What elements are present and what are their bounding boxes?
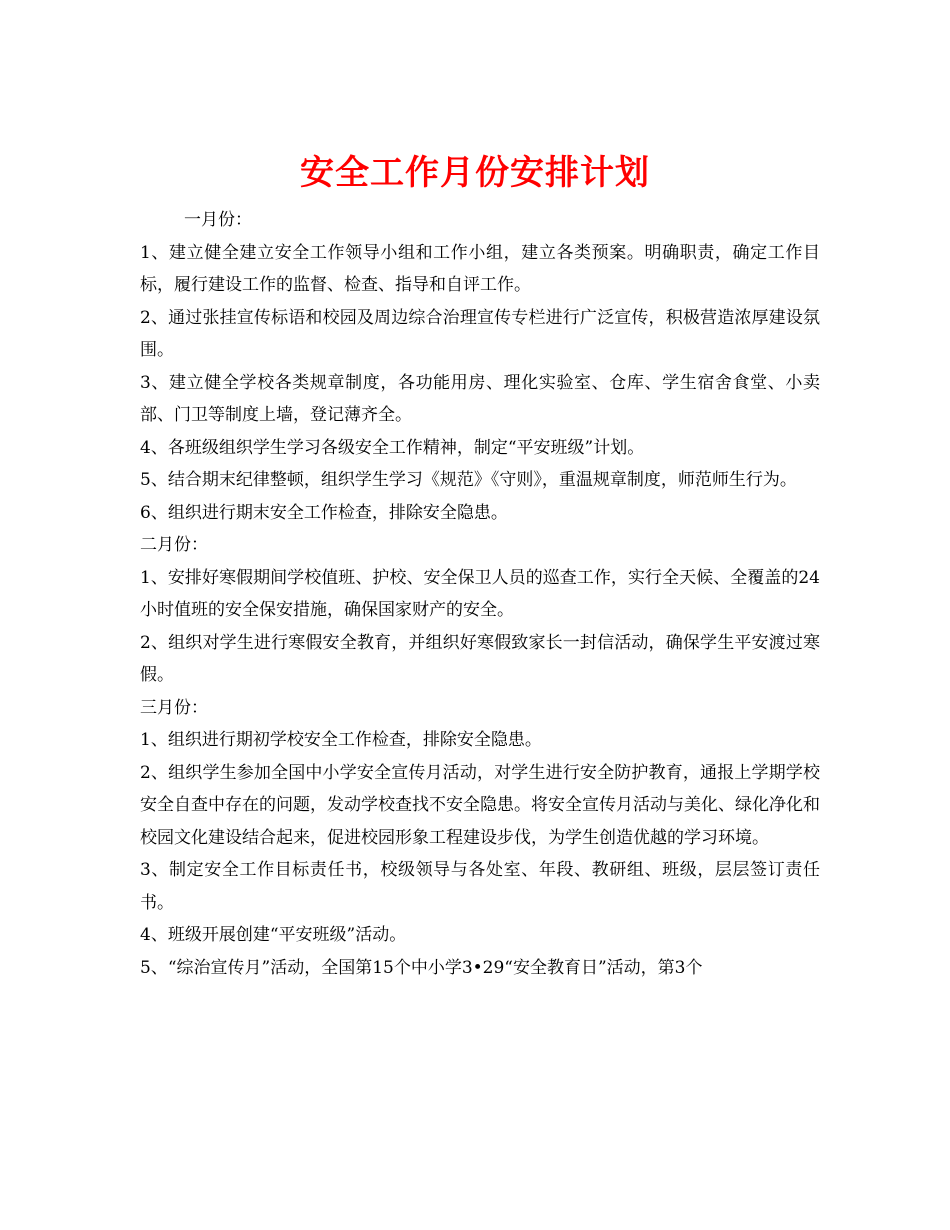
document-body [140,204,820,984]
paragraph: 1、建立健全建立安全工作领导小组和工作小组，建立各类预案。明确职责，确定工作目标，履行建设工作的监督、检查、指导和自评工作。 [140,242,820,295]
page-title: 安全工作月份安排计划 [300,152,650,193]
paragraph: 5、“综治宣传月”活动，全国第15个中小学3•29“安全教育日”活动，第3个 [140,957,703,978]
paragraph: 4、各班级组织学生学习各级安全工作精神，制定“平安班级”计划。 [140,437,645,458]
paragraph: 2、通过张挂宣传标语和校园及周边综合治理宣传专栏进行广泛宣传，积极营造浓厚建设氛围。 [140,307,820,360]
paragraph: 2、组织学生参加全国中小学安全宣传月活动，对学生进行安全防护教育，通报上学期学校安全自查中存在的问题，发动学校查找不安全隐患。将安全宣传月活动与美化、绿化净化和校园文化建设结合起来，促进校园形象工程建设步伐，为学生创造优越的学习环境。 [140,762,820,848]
paragraph: 1、安排好寒假期间学校值班、护校、安全保卫人员的巡查工作，实行全天候、全覆盖的24小时值班的安全保安措施，确保国家财产的安全。 [140,567,820,620]
paragraph: 3、制定安全工作目标责任书，校级领导与各处室、年段、教研组、班级，层层签订责任书。 [140,860,820,913]
section-heading-march: 三月份： [140,697,208,718]
section-heading-january: 一月份： [184,210,252,230]
paragraph: 5、结合期末纪律整顿，组织学生学习《规范》《守则》，重温规章制度，师范师生行为。 [140,470,797,490]
paragraph: 6、组织进行期末安全工作检查，排除安全隐患。 [140,502,508,523]
paragraph: 3、建立健全学校各类规章制度，各功能用房、理化实验室、仓库、学生宿舍食堂、小卖部、门卫等制度上墙，登记薄齐全。 [140,372,820,425]
paragraph: 1、组织进行期初学校安全工作检查，排除安全隐患。 [140,730,542,750]
paragraph: 4、班级开展创建“平安班级”活动。 [140,925,407,945]
section-heading-february: 二月份： [140,535,208,555]
paragraph: 2、组织对学生进行寒假安全教育，并组织好寒假致家长一封信活动，确保学生平安渡过寒假。 [140,632,820,685]
